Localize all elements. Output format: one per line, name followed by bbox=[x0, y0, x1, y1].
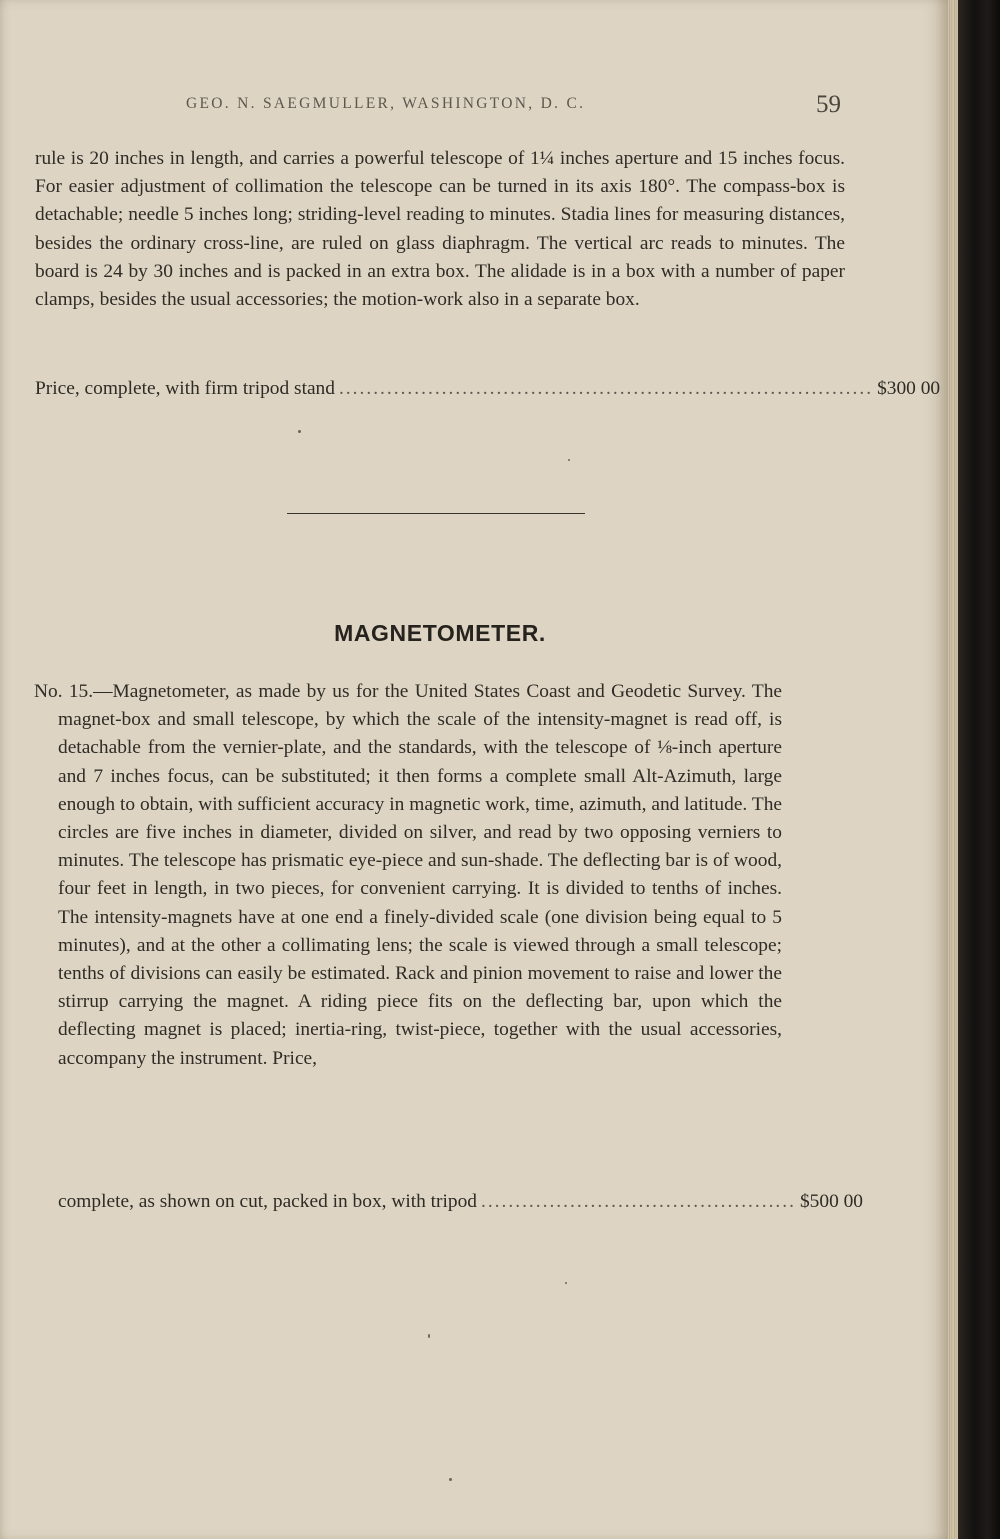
price-line-plane-table bbox=[35, 375, 941, 403]
paragraph-magnetometer-description: No. 15.—Magnetometer, as made by us for the United States Coast and Geodetic Survey. The magnet-box and small telescope, by which the scale of the intensity-magnet is read off, is detachable from the vernier-plate, and the standards, with the telescope of ⅛-inch aperture and 7 inches focus, can be substituted; it then forms a complete small Alt-Azimuth, large enough to obtain, with sufficient accuracy in magnetic work, time, azimuth, and latitude. The circles are five inches in diameter, divided on silver, and read by two opposing verniers to minutes. The telescope has prismatic eye-piece and sun-shade. The deflecting bar is of wood, four feet in length, in two pieces, for convenient carrying. It is divided to tenths of inches. The intensity-magnets have at one end a finely-divided scale (one division being equal to 5 minutes), and at the other a collimating lens; the scale is viewed through a small telescope; tenths of divisions can easily be estimated. Rack and pinion movement to raise and lower the stirrup carrying the magnet. A riding piece fits on the deflecting bar, upon which the deflecting magnet is placed; inertia-ring, twist-piece, together with the usual accessories, accompany the instrument. Price, bbox=[34, 681, 782, 1069]
section-heading-magnetometer: MAGNETOMETER. bbox=[334, 620, 546, 646]
paper-speck bbox=[428, 1334, 430, 1338]
price-label: Price, complete, with firm tripod stand bbox=[35, 378, 335, 399]
running-title: GEO. N. SAEGMULLER, WASHINGTON, D. C. bbox=[186, 95, 586, 112]
book-spine bbox=[958, 0, 1000, 1539]
paper-speck bbox=[298, 430, 301, 433]
section-divider-rule bbox=[287, 513, 585, 514]
price-label: complete, as shown on cut, packed in box, with tripod bbox=[58, 1191, 477, 1212]
paper-speck bbox=[568, 459, 570, 461]
running-head bbox=[186, 91, 846, 119]
price-amount: $500 00 bbox=[799, 1191, 864, 1212]
paragraph-plane-table-description: rule is 20 inches in length, and carries a powerful telescope of 1¼ inches aperture and 15 inches focus. For easier adjustment of collimation the telescope can be turned in its axis 180°. The compass-box is detachable; needle 5 inches long; striding-level reading to minutes. Stadia lines for measuring distances, besides the ordinary cross-line, are ruled on glass diaphragm. The vertical arc reads to minutes. The board is 24 by 30 inches and is packed in an extra box. The alidade is in a box with a number of paper clamps, besides the usual accessories; the motion-work also in a separate box. bbox=[35, 148, 845, 311]
leader-dots: .............................................. bbox=[480, 1191, 796, 1212]
price-line-magnetometer bbox=[58, 1188, 864, 1216]
paper-speck bbox=[565, 1282, 567, 1284]
price-amount: $300 00 bbox=[877, 378, 941, 399]
leader-dots: .............................................................................. bbox=[338, 378, 874, 399]
page-number: 59 bbox=[816, 91, 841, 118]
paper-speck bbox=[449, 1478, 452, 1481]
